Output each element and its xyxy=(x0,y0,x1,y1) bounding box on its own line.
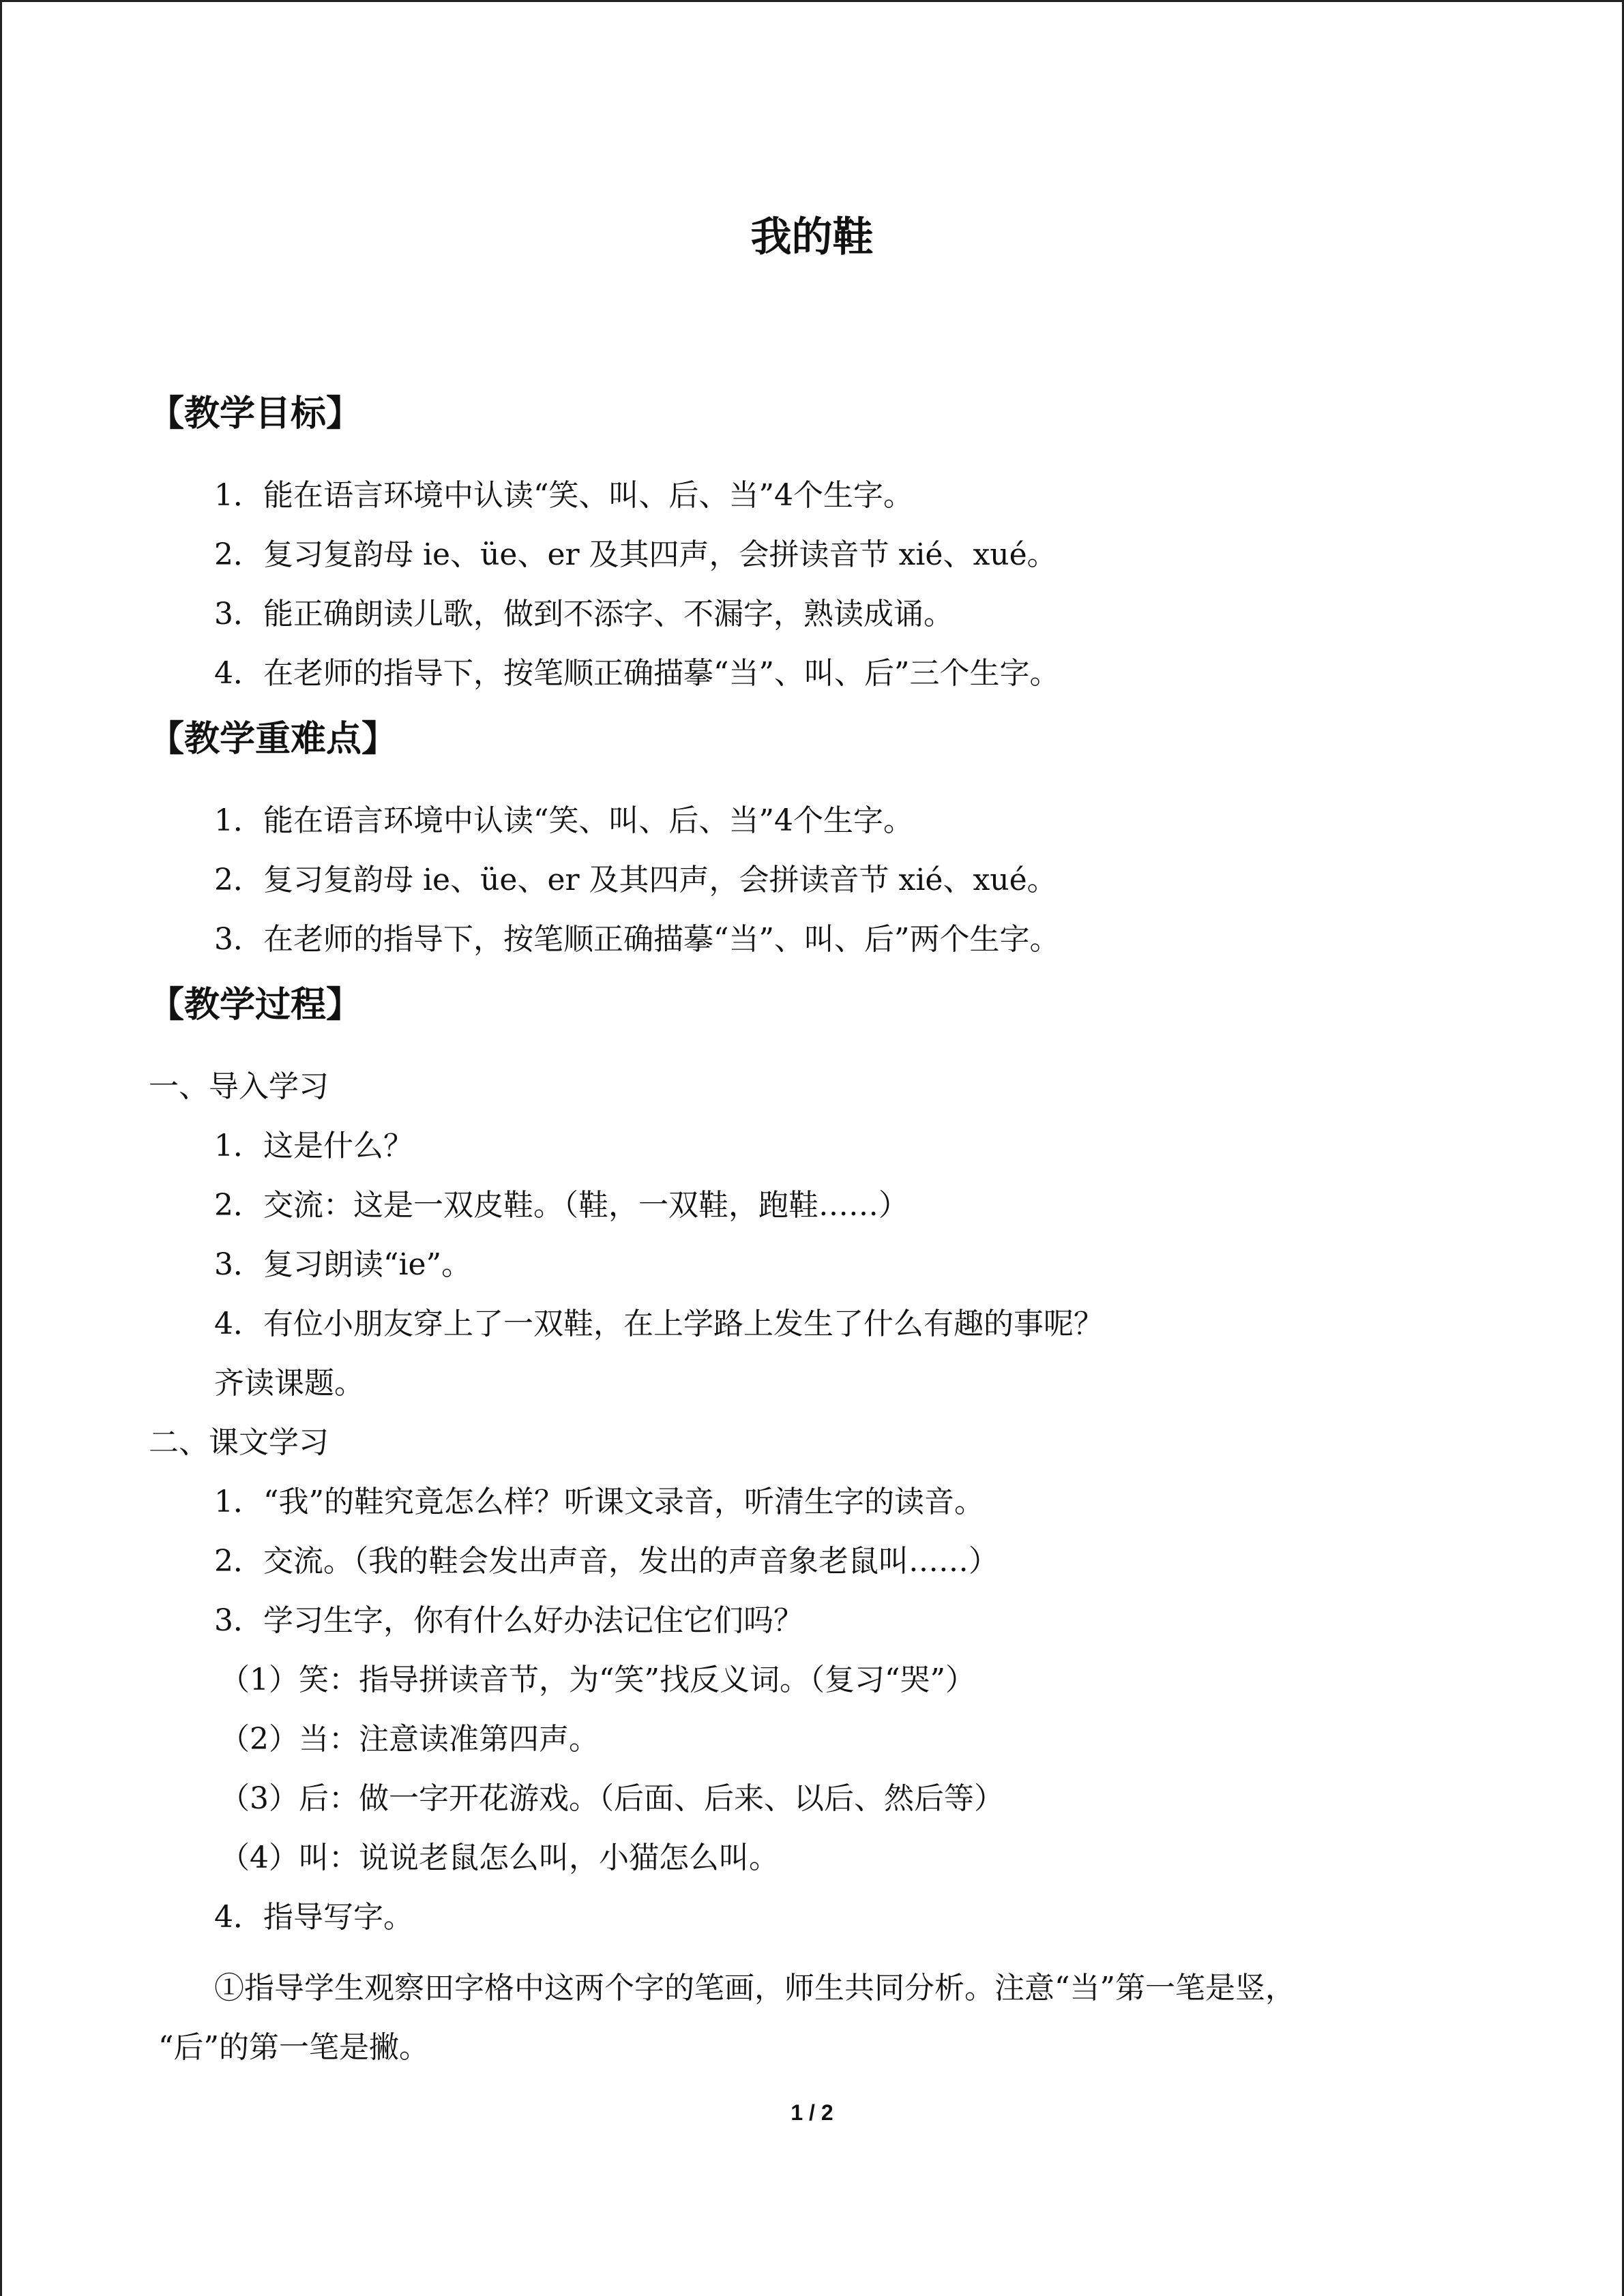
part2-paragraph-line: ①指导学生观察田字格中这两个字的笔画，师生共同分析。注意“当”第一笔是竖， xyxy=(214,1971,1295,2006)
part1-item: 2．交流：这是一双皮鞋。（鞋，一双鞋，跑鞋……） xyxy=(214,1188,909,1223)
key-point-item: 1．能在语言环境中认读“笑、叫、后、当”4个生字。 xyxy=(214,803,913,838)
part2-paragraph-line: “后”的第一笔是撇。 xyxy=(158,2030,429,2065)
part2-subitem: （3）后：做一字开花游戏。（后面、后来、以后、然后等） xyxy=(220,1781,1004,1816)
part2-heading: 二、课文学习 xyxy=(149,1425,329,1460)
part2-item: 2．交流。（我的鞋会发出声音，发出的声音象老鼠叫……） xyxy=(214,1544,999,1579)
part2-item: 1．“我”的鞋究竟怎么样？听课文录音，听清生字的读音。 xyxy=(214,1485,984,1519)
section-heading-key-points: 【教学重难点】 xyxy=(149,719,398,760)
objective-item: 1．能在语言环境中认读“笑、叫、后、当”4个生字。 xyxy=(214,478,913,513)
objective-item: 4．在老师的指导下，按笔顺正确描摹“当”、叫、后”三个生字。 xyxy=(214,656,1060,691)
part2-item: 4．指导写字。 xyxy=(214,1900,413,1935)
page-border-top xyxy=(0,0,1624,2)
page-number: 1 / 2 xyxy=(791,2100,833,2125)
part1-item: 3．复习朗读“ie”。 xyxy=(214,1247,472,1282)
section-heading-objectives: 【教学目标】 xyxy=(149,393,362,434)
key-point-item: 2．复习复韵母 ie、üe、er 及其四声，会拼读音节 xié、xué。 xyxy=(214,863,1057,897)
part2-item: 3．学习生字，你有什么好办法记住它们吗？ xyxy=(214,1603,803,1638)
part1-item: 4．有位小朋友穿上了一双鞋，在上学路上发生了什么有趣的事呢？ xyxy=(214,1307,1104,1341)
objective-item: 3．能正确朗读儿歌，做到不添字、不漏字，熟读成诵。 xyxy=(214,597,954,631)
document-title: 我的鞋 xyxy=(750,213,874,261)
part2-subitem: （1）笑：指导拼读音节，为“笑”找反义词。（复习“哭”） xyxy=(220,1663,975,1697)
part2-subitem: （4）叫：说说老鼠怎么叫，小猫怎么叫。 xyxy=(220,1840,779,1875)
part1-item: 齐读课题。 xyxy=(214,1366,364,1401)
key-point-item: 3．在老师的指导下，按笔顺正确描摹“当”、叫、后”两个生字。 xyxy=(214,922,1060,957)
page-border-left xyxy=(0,0,2,2296)
part2-subitem: （2）当：注意读准第四声。 xyxy=(220,1722,599,1757)
objective-item: 2．复习复韵母 ie、üe、er 及其四声，会拼读音节 xié、xué。 xyxy=(214,537,1057,572)
section-heading-process: 【教学过程】 xyxy=(149,985,362,1026)
part1-item: 1．这是什么？ xyxy=(214,1129,413,1163)
part1-heading: 一、导入学习 xyxy=(149,1069,329,1104)
